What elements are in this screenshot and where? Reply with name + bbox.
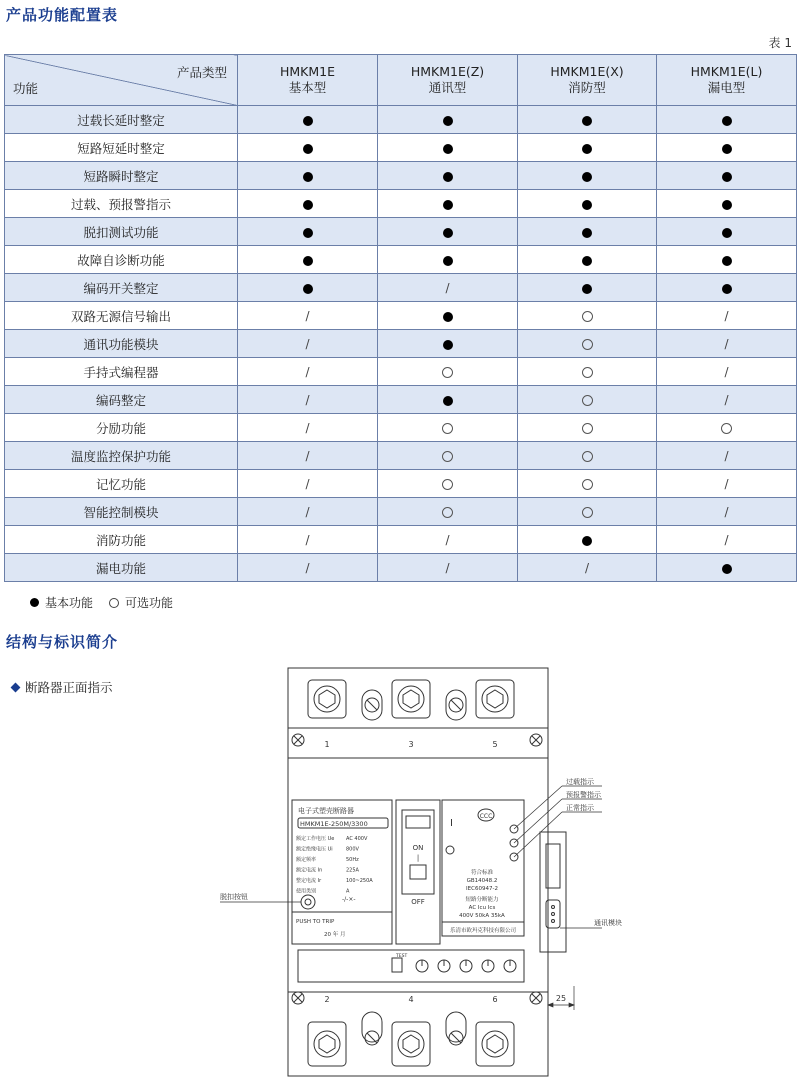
table-row: [5, 470, 797, 498]
feature-name-cell: 记忆功能: [5, 470, 238, 498]
filled-dot-icon: [30, 598, 39, 607]
push-to-trip-label: PUSH TO TRIP: [296, 919, 335, 925]
feature-value-cell: [378, 442, 518, 470]
optional-function-circle-icon: [582, 479, 593, 490]
feature-value-cell: [518, 274, 657, 302]
off-label: OFF: [411, 898, 425, 906]
not-available-mark: /: [305, 561, 310, 575]
basic-function-dot-icon: [722, 284, 732, 294]
setting-dial-icon: [416, 960, 428, 972]
basic-function-dot-icon: [443, 116, 453, 126]
table-row: [5, 414, 797, 442]
feature-value-cell: [378, 106, 518, 134]
table-row: [5, 218, 797, 246]
basic-function-dot-icon: [443, 256, 453, 266]
basic-function-dot-icon: [443, 340, 453, 350]
section-title-structure: 结构与标识简介: [6, 633, 119, 651]
column-header: [378, 55, 518, 106]
optional-function-circle-icon: [442, 423, 453, 434]
table-header-row: [5, 55, 797, 106]
feature-value-cell: [378, 218, 518, 246]
diamond-bullet-icon: [11, 682, 21, 692]
terminal-number: 2: [324, 995, 330, 1004]
model-label: HMKM1E-250M/3300: [300, 820, 368, 828]
hollow-circle-icon: [109, 598, 119, 608]
test-button: [392, 958, 402, 972]
feature-name-cell: 手持式编程器: [5, 358, 238, 386]
not-available-mark: /: [305, 393, 310, 407]
feature-value-cell: [378, 190, 518, 218]
feature-value-cell: [238, 190, 378, 218]
trip-button: [301, 895, 315, 909]
feature-name-cell: 短路瞬时整定: [5, 162, 238, 190]
feature-value-cell: [238, 134, 378, 162]
feature-value-cell: [378, 302, 518, 330]
feature-value-cell: [238, 218, 378, 246]
table-row: [5, 498, 797, 526]
basic-function-dot-icon: [303, 116, 313, 126]
basic-function-dot-icon: [582, 536, 592, 546]
feature-value-cell: [657, 274, 797, 302]
comm-module: [540, 832, 566, 952]
feature-value-cell: [518, 190, 657, 218]
feature-value-cell: [518, 330, 657, 358]
feature-value-cell: [518, 162, 657, 190]
feature-value-cell: [657, 246, 797, 274]
setting-dial-icon: [504, 960, 516, 972]
column-header: [518, 55, 657, 106]
table-row: [5, 358, 797, 386]
basic-function-dot-icon: [303, 284, 313, 294]
bottom-terminal-block: [288, 992, 548, 1076]
not-available-mark: /: [724, 393, 729, 407]
table-row: [5, 302, 797, 330]
feature-value-cell: [657, 554, 797, 582]
feature-value-cell: [238, 162, 378, 190]
spec-key: 整定电流 Ir: [296, 878, 322, 884]
not-available-mark: /: [724, 477, 729, 491]
screw-hole: [446, 846, 454, 854]
not-available-mark: /: [445, 281, 450, 295]
setting-dial-icon: [482, 960, 494, 972]
feature-value-cell: [657, 386, 797, 414]
breaker-front-drawing: [210, 660, 650, 1080]
spec-value: AC 400V: [346, 836, 368, 842]
setting-dial-icon: [460, 960, 472, 972]
table-row: [5, 554, 797, 582]
table-row: [5, 386, 797, 414]
spec-value: 225A: [346, 867, 359, 874]
feature-value-cell: [378, 134, 518, 162]
optional-function-circle-icon: [442, 451, 453, 462]
not-available-mark: /: [305, 449, 310, 463]
not-available-mark: /: [305, 477, 310, 491]
feature-config-table: [4, 54, 797, 582]
basic-function-dot-icon: [582, 200, 592, 210]
feature-value-cell: [378, 358, 518, 386]
feature-value-cell: [378, 554, 518, 582]
bottom-screw: [362, 1012, 382, 1045]
feature-value-cell: [238, 442, 378, 470]
feature-name-cell: 短路短延时整定: [5, 134, 238, 162]
feature-name-cell: 过载、预报警指示: [5, 190, 238, 218]
column-header: [238, 55, 378, 106]
callout-prealarm: 预报警指示: [566, 791, 601, 799]
bottom-terminal-2: [308, 1022, 346, 1066]
basic-function-dot-icon: [722, 228, 732, 238]
feature-name-cell: 脱扣测试功能: [5, 218, 238, 246]
feature-value-cell: [378, 330, 518, 358]
feature-value-cell: [518, 134, 657, 162]
dimension-label: 25: [555, 994, 567, 1003]
basic-function-dot-icon: [443, 144, 453, 154]
optional-function-circle-icon: [582, 507, 593, 518]
basic-function-dot-icon: [582, 172, 592, 182]
top-terminal-3: [392, 680, 430, 718]
ccc-mark-icon: [478, 809, 494, 821]
basic-function-dot-icon: [303, 256, 313, 266]
spec-key: 使用类别: [296, 888, 317, 895]
spec-list: [296, 835, 373, 895]
legend: [30, 594, 173, 611]
basic-function-dot-icon: [722, 200, 732, 210]
optional-function-circle-icon: [442, 479, 453, 490]
optional-function-circle-icon: [582, 423, 593, 434]
table-row: [5, 442, 797, 470]
not-available-mark: /: [305, 337, 310, 351]
not-available-mark: /: [305, 533, 310, 547]
spec-value: A: [346, 888, 350, 895]
table-row: [5, 106, 797, 134]
basic-function-dot-icon: [582, 284, 592, 294]
table-row: [5, 134, 797, 162]
bottom-screw: [446, 1012, 466, 1045]
spec-value: 800V: [346, 846, 359, 853]
feature-value-cell: [657, 470, 797, 498]
basic-function-dot-icon: [582, 144, 592, 154]
table-number: 表 1: [768, 36, 792, 50]
bullet-text: 断路器正面指示: [25, 680, 113, 695]
terminal-number: 6: [492, 995, 498, 1004]
feature-value-cell: [657, 358, 797, 386]
svg-text:|: |: [416, 854, 420, 862]
trip-symbol: -/-×-: [342, 896, 356, 903]
feature-value-cell: [518, 554, 657, 582]
not-available-mark: /: [305, 421, 310, 435]
feature-value-cell: [238, 386, 378, 414]
basic-function-dot-icon: [443, 172, 453, 182]
not-available-mark: /: [305, 309, 310, 323]
setting-dial-strip: [298, 950, 524, 982]
std-title: 符合标准: [470, 870, 494, 876]
column-type: 通讯型: [428, 80, 467, 95]
optional-function-circle-icon: [721, 423, 732, 434]
optional-function-circle-icon: [582, 367, 593, 378]
table-row: [5, 246, 797, 274]
not-available-mark: /: [724, 337, 729, 351]
top-terminal-block: [288, 668, 548, 728]
feature-value-cell: [657, 106, 797, 134]
feature-value-cell: [238, 330, 378, 358]
not-available-mark: /: [445, 533, 450, 547]
feature-value-cell: [378, 470, 518, 498]
feature-value-cell: [518, 386, 657, 414]
feature-value-cell: [518, 218, 657, 246]
optional-function-circle-icon: [582, 451, 593, 462]
basic-function-dot-icon: [582, 256, 592, 266]
optional-function-circle-icon: [582, 311, 593, 322]
top-screw: [362, 690, 382, 720]
maker-name: 乐清市欧玛克科技有限公司: [449, 928, 517, 934]
callout-comm-module: 通讯模块: [594, 919, 622, 927]
spec-value: 100~250A: [346, 878, 373, 884]
basic-function-dot-icon: [582, 228, 592, 238]
feature-value-cell: [238, 106, 378, 134]
feature-name-cell: 温度监控保护功能: [5, 442, 238, 470]
handle-knob: [410, 865, 426, 879]
not-available-mark: /: [724, 449, 729, 463]
feature-value-cell: [378, 498, 518, 526]
feature-value-cell: [657, 330, 797, 358]
feature-value-cell: [518, 302, 657, 330]
table-body: [5, 106, 797, 582]
feature-value-cell: [657, 526, 797, 554]
callout-overload: 过载指示: [566, 778, 594, 786]
not-available-mark: /: [724, 505, 729, 519]
table-row: [5, 162, 797, 190]
not-available-mark: /: [724, 365, 729, 379]
terminal-number: 1: [324, 740, 330, 749]
feature-value-cell: [657, 442, 797, 470]
feature-value-cell: [518, 470, 657, 498]
function-label: 功能: [13, 81, 39, 96]
top-screw: [446, 690, 466, 720]
feature-value-cell: [238, 302, 378, 330]
feature-value-cell: [518, 442, 657, 470]
feature-name-cell: 消防功能: [5, 526, 238, 554]
not-available-mark: /: [305, 365, 310, 379]
mount-screw-icon: [292, 992, 304, 1004]
feature-name-cell: 智能控制模块: [5, 498, 238, 526]
bottom-terminal-6: [476, 1022, 514, 1066]
basic-function-dot-icon: [722, 256, 732, 266]
feature-value-cell: [657, 498, 797, 526]
product-type-label: 产品类型: [176, 65, 227, 80]
diagonal-header-cell: [5, 55, 238, 106]
spec-key: 额定绝缘电压 Ui: [296, 846, 333, 853]
mount-screw-icon: [530, 992, 542, 1004]
feature-name-cell: 通讯功能模块: [5, 330, 238, 358]
table-row: [5, 526, 797, 554]
feature-value-cell: [518, 414, 657, 442]
not-available-mark: /: [445, 561, 450, 575]
setting-dial-icon: [438, 960, 450, 972]
feature-value-cell: [238, 274, 378, 302]
feature-value-cell: [378, 386, 518, 414]
top-terminal-1: [308, 680, 346, 718]
column-header: [657, 55, 797, 106]
capacity-title: 短路分断能力: [465, 897, 499, 903]
legend-basic: 基本功能: [45, 596, 94, 610]
basic-function-dot-icon: [722, 172, 732, 182]
capacity-header: AC Icu Ics: [468, 905, 496, 911]
terminal-number: 3: [408, 740, 414, 749]
std-iec: IEC60947-2: [466, 886, 498, 892]
callout-normal: 正常指示: [566, 804, 594, 812]
feature-value-cell: [518, 246, 657, 274]
basic-function-dot-icon: [722, 564, 732, 574]
feature-value-cell: [657, 134, 797, 162]
feature-value-cell: [657, 218, 797, 246]
basic-function-dot-icon: [303, 172, 313, 182]
feature-value-cell: [518, 526, 657, 554]
svg-text:CCC: CCC: [479, 813, 493, 820]
basic-function-dot-icon: [722, 144, 732, 154]
handle-slot: [402, 810, 434, 894]
optional-function-circle-icon: [582, 339, 593, 350]
feature-value-cell: [238, 526, 378, 554]
callout-trip-button: 脱扣按钮: [220, 893, 248, 901]
line-mark: I: [450, 818, 453, 829]
feature-name-cell: 过载长延时整定: [5, 106, 238, 134]
feature-value-cell: [238, 554, 378, 582]
feature-value-cell: [238, 414, 378, 442]
feature-name-cell: 双路无源信号输出: [5, 302, 238, 330]
spec-value: 50Hz: [346, 857, 359, 863]
spec-key: 额定工作电压 Ue: [296, 836, 335, 842]
feature-value-cell: [518, 106, 657, 134]
basic-function-dot-icon: [443, 200, 453, 210]
top-terminal-5: [476, 680, 514, 718]
feature-name-cell: 故障自诊断功能: [5, 246, 238, 274]
basic-function-dot-icon: [443, 396, 453, 406]
optional-function-circle-icon: [442, 367, 453, 378]
basic-function-dot-icon: [303, 144, 313, 154]
feature-value-cell: [657, 414, 797, 442]
feature-value-cell: [238, 498, 378, 526]
mount-screw-icon: [530, 734, 542, 746]
legend-optional: 可选功能: [125, 596, 174, 610]
basic-function-dot-icon: [303, 228, 313, 238]
feature-name-cell: 漏电功能: [5, 554, 238, 582]
feature-value-cell: [238, 246, 378, 274]
column-type: 消防型: [568, 80, 606, 95]
feature-value-cell: [518, 358, 657, 386]
test-label: TEST: [396, 954, 408, 959]
spec-key: 额定频率: [296, 857, 317, 863]
section-title-config: 产品功能配置表: [6, 6, 119, 24]
bullet-item: [12, 678, 113, 696]
feature-name-cell: 编码整定: [5, 386, 238, 414]
column-type: 漏电型: [707, 80, 746, 95]
not-available-mark: /: [724, 533, 729, 547]
terminal-number: 4: [408, 995, 414, 1004]
column-model: HMKM1E(X): [550, 64, 624, 79]
feature-value-cell: [518, 498, 657, 526]
optional-function-circle-icon: [582, 395, 593, 406]
column-type: 基本型: [288, 80, 327, 95]
feature-value-cell: [657, 162, 797, 190]
feature-value-cell: [378, 414, 518, 442]
basic-function-dot-icon: [303, 200, 313, 210]
table-row: [5, 274, 797, 302]
not-available-mark: /: [305, 505, 310, 519]
table-row: [5, 330, 797, 358]
column-model: HMKM1E(Z): [410, 64, 485, 79]
feature-value-cell: [378, 246, 518, 274]
table-row: [5, 190, 797, 218]
basic-function-dot-icon: [722, 116, 732, 126]
std-gb: GB14048.2: [466, 878, 498, 884]
feature-value-cell: [378, 162, 518, 190]
terminal-number: 5: [492, 740, 498, 749]
basic-function-dot-icon: [443, 312, 453, 322]
feature-value-cell: [657, 302, 797, 330]
column-model: HMKM1E(L): [690, 64, 763, 79]
feature-name-cell: 编码开关整定: [5, 274, 238, 302]
mount-screw-icon: [292, 734, 304, 746]
feature-value-cell: [378, 526, 518, 554]
nameplate-title: 电子式塑壳断路器: [298, 807, 354, 815]
capacity-values: 400V 50kA 35kA: [459, 913, 505, 919]
date-line: 20 年 月: [324, 932, 346, 938]
feature-value-cell: [238, 358, 378, 386]
basic-function-dot-icon: [582, 116, 592, 126]
feature-value-cell: [238, 470, 378, 498]
not-available-mark: /: [724, 309, 729, 323]
bottom-terminal-4: [392, 1022, 430, 1066]
feature-value-cell: [378, 274, 518, 302]
feature-name-cell: 分励功能: [5, 414, 238, 442]
handle-frame: [396, 800, 440, 944]
not-available-mark: /: [584, 561, 590, 575]
spec-key: 额定电流 In: [296, 867, 323, 874]
on-label: ON: [412, 844, 424, 852]
basic-function-dot-icon: [443, 228, 453, 238]
column-model: HMKM1E: [279, 64, 336, 79]
optional-function-circle-icon: [442, 507, 453, 518]
feature-value-cell: [657, 190, 797, 218]
